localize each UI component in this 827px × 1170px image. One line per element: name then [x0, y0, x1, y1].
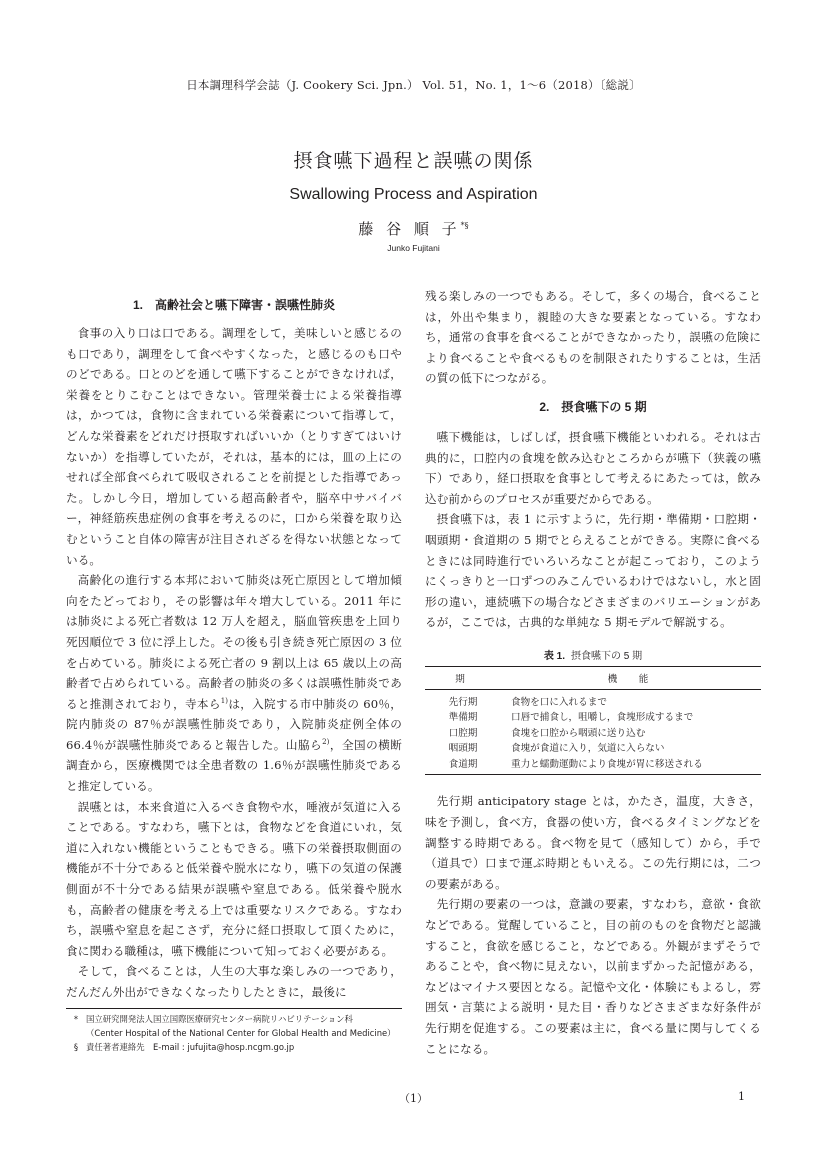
- table-1: [425, 647, 761, 776]
- page-number-right: 1: [738, 1090, 745, 1103]
- table-label: 表 1.: [543, 650, 565, 662]
- section-2-paragraph-1: 嚥下機能は，しばしば，摂食嚥下機能といわれる。それは古典的に，口腔内の食塊を飲み込むところからが嚥下（狭義の嚥下）であり，経口摂取を食事として考えるにあたっては，飲み込む前からのプロセスが重要だからである。: [425, 429, 761, 506]
- table-cell-function: 食塊を口腔から咽頭に送り込む: [511, 727, 646, 739]
- footnote-rule: [66, 1008, 402, 1009]
- section-2-paragraph-2: 摂食嚥下は，表 1 に示すように，先行期・準備期・口腔期・咽頭期・食道期の 5 期でとらえることができる。実際に食べるときには同時進行でいろいろなことが起こっており，このようにくっきりと一口ずつのみこんでいるわけではないし，水と固形の違い，連続嚥下の場合などさまざまのバリエーションがあるが，ここでは，古典的な単純な 5 期モデルで解説する。: [425, 512, 761, 630]
- section-1-paragraph-3: 誤嚥とは，本来食道に入るべき食物や水，唾液が気道に入ることである。すなわち，嚥下とは，食物などを食道にいれ，気道に入れない機能ということもできる。嚥下の栄養摂取側面の機能が不十分であると低栄養や脱水になり，嚥下の気道の保護側面が不十分である結果が誤嚥や窒息である。低栄養や脱水も，高齢者の健康を考える上では重要なリスクである。すなわち，誤嚥や窒息を起こさず，充分に経口摂取して頂くために，食に関わる職種は，嚥下機能について知っておく必要がある。: [66, 799, 402, 958]
- table-cell-function: 食塊が食道に入り，気道に入らない: [511, 743, 665, 755]
- table-row: [425, 755, 761, 775]
- section-1-paragraph-1: 食事の入り口は口である。調理をして，美味しいと感じるのも口であり，調理をして食べやすくなった，と感じるのも口やのどである。口とのどを通して嚥下することができなければ，栄養をとりこむことはできない。管理栄養士による栄養指導は，かつては，食物に含まれている栄養素について指導して，どんな栄養素をどれだけ摂取すればいいか（とりすぎてはいけないか）を指導していたが，それは，基本的には，皿の上にのせれば全部食べられて吸収されることを前提とした指導であった。しかし今日，増加している超高齢者や，脳卒中サバイバー，神経筋疾患症例の食事を考えるのに，口から栄養を取り込むということ自体の障害が注目されざるを得ない状態となっている。: [66, 326, 402, 567]
- article-title-ja: 摂食嚥下過程と誤嚥の関係: [293, 150, 534, 172]
- section-2-paragraph-4: 先行期の要素の一つは，意識の要素，すなわち，意欲・食欲などである。覚醒していること，目の前のものを食物だと認識すること，食欲を感じること，などである。外観がまずそうであることや，食べ物に見えない，以前まずかった記憶がある，などはマイナス要因となる。記憶や文化・体験にもよるし，雰囲気・言葉による説明・見た目・香りなどさまざまな好条件が先行期を促進する。この要素は主に，食べる量に関与してくることになる。: [425, 897, 761, 1056]
- section-1-heading: 1. 高齢社会と嚥下障害・誤嚥性肺炎: [132, 298, 335, 312]
- footnote-affiliation: [66, 1012, 402, 1026]
- table-header-row: [425, 666, 761, 689]
- section-1-paragraph-2: [66, 570, 402, 797]
- table-caption: [425, 647, 761, 662]
- section-1-paragraph-4: そして，食べることは，人生の大事な楽しみの一つであり，だんだん外出ができなくなったりしたときに，最後に: [66, 964, 402, 999]
- author-mark: *§: [460, 221, 469, 230]
- table-cell-function: 食物を口に入れるまで: [511, 696, 607, 708]
- stages-table: [425, 666, 761, 776]
- left-column: [66, 293, 402, 1003]
- reference-1: 1): [220, 696, 229, 705]
- table-row: [425, 739, 761, 755]
- table-row: [425, 724, 761, 740]
- footnote-text: 国立研究開発法人国立国際医療研究センター病院リハビリテーション科: [86, 1014, 353, 1024]
- table-header-function: 機 能: [501, 666, 761, 689]
- journal-header: 日本調理科学会誌（J. Cookery Sci. Jpn.） Vol. 51，No. 1，1〜6（2018）〔総説〕: [186, 78, 641, 92]
- footnote-mark: *: [73, 1014, 79, 1024]
- footnote-text: 責任著者連絡先 E-mail : jufujita@hosp.ncgm.go.jp: [86, 1042, 295, 1052]
- section-2-paragraph-3: 先行期 anticipatory stage とは，かたさ，温度，大きさ，味を予測し，食べ方，食器の使い方，食べるタイミングなどを調整する時期である。食べ物を見て（感知して）から，手で（道具で）口まで運ぶ時期ともいえる。この先行期には，二つの要素がある。: [425, 794, 761, 891]
- page-number-center: （1）: [399, 1092, 428, 1105]
- footnote-text: （Center Hospital of the National Center for Global Health and Medicine）: [86, 1028, 396, 1038]
- table-cell-stage: 食道期: [448, 758, 478, 770]
- table-cell-stage: 口腔期: [448, 727, 478, 739]
- table-title: 摂食嚥下の 5 期: [571, 650, 643, 662]
- footnote-mark: §: [73, 1042, 79, 1052]
- table-cell-function: 口唇で捕食し，咀嚼し，食塊形成するまで: [511, 712, 694, 724]
- footnote-contact: [66, 1040, 402, 1054]
- paragraph-2-text-a: 高齢化の進行する本邦において肺炎は死亡原因として増加傾向をたどっており，その影響は年々増大している。2011 年には肺炎による死亡者数は 12 万人を超え，脳血管疾患を上回り死因順位で 3 位に浮上した。その後も引き続き死亡原因の 3 位を占めている。肺炎による死亡者の 9 割以上は 65 歳以上の高齢者で占められている。高齢者の肺炎の多くは誤嚥性肺炎であると推測されており，寺本ら: [66, 573, 402, 711]
- paragraph-2-text-b: は，入院する市中肺炎の 60％，院内肺炎の 87％が誤嚥性肺炎であり，入院肺炎症例全体の 66.4％が誤嚥性肺炎であると報告した。山脇ら: [66, 696, 402, 752]
- table-cell-stage: 準備期: [448, 712, 478, 724]
- section-2-heading: 2. 摂食嚥下の 5 期: [539, 399, 647, 414]
- author-name-en: Junko Fujitani: [387, 243, 440, 253]
- table-row: [425, 708, 761, 724]
- table-header-stage: 期: [425, 666, 501, 689]
- table-cell-stage: 先行期: [448, 696, 478, 708]
- author-name-text: 藤 谷 順 子: [358, 220, 461, 238]
- section-1-paragraph-4-continued: 残る楽しみの一つでもある。そして，多くの場合，食べることは，外出や集まり，親睦の大きな要素となっている。すなわち，通常の食事を食べることができなかったり，誤嚥の危険により食べることや食べるものを制限されたりすることは，生活の質の低下につながる。: [425, 289, 761, 386]
- right-column: [425, 286, 761, 1059]
- paragraph-2-text-c: ，全国の横断調査から，医療機関では全患者数の 1.6％が誤嚥性肺炎であると推定している。: [66, 737, 402, 794]
- author-name-ja: [0, 218, 827, 239]
- table-cell-function: 重力と蠕動運動により食塊が胃に移送される: [511, 758, 703, 770]
- article-title-en: Swallowing Process and Aspiration: [289, 186, 538, 203]
- table-row: [425, 689, 761, 708]
- footnote-affiliation-en: [66, 1026, 402, 1040]
- reference-2: 2): [322, 738, 330, 747]
- table-cell-stage: 咽頭期: [448, 743, 478, 755]
